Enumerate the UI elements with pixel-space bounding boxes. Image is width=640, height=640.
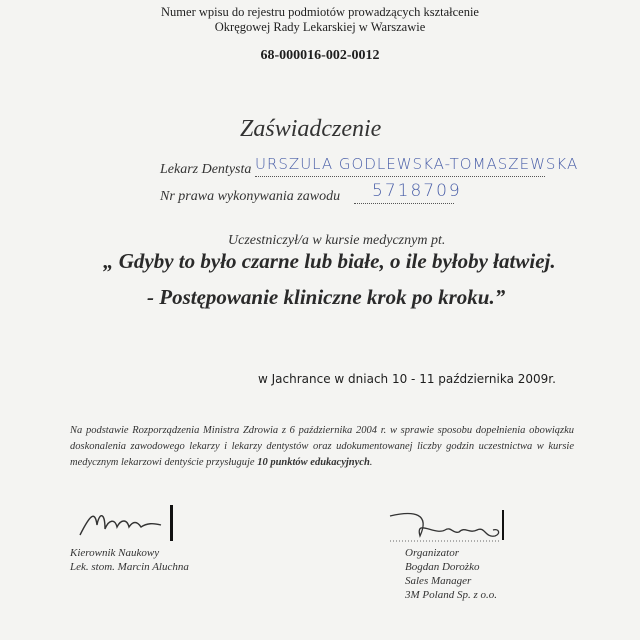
legal-end: .: [369, 457, 373, 468]
registry-number: 68-000016-002-0012: [260, 48, 380, 63]
course-title-line-2: - Postępowanie kliniczne krok po kroku.”: [147, 285, 506, 309]
participation-label: Uczestniczył/a w kursie medycznym pt.: [228, 233, 446, 248]
education-points: 10 punktów edukacyjnych: [257, 457, 370, 468]
license-label: Nr prawa wykonywania zawodu: [160, 189, 341, 204]
signature-bar-right: [502, 510, 504, 540]
registry-line-2: Okręgowej Rady Lekarskiej w Warszawie: [214, 20, 426, 34]
right-role: Organizator: [405, 547, 459, 559]
place-and-date: w Jachrance w dniach 10 - 11 października 2009r.: [258, 372, 556, 386]
license-number-line: [354, 203, 454, 204]
dentist-name: URSZULA GODLEWSKA-TOMASZEWSKA: [255, 155, 579, 173]
dentist-label: Lekarz Dentysta: [160, 162, 252, 177]
license-number: 5718709: [372, 181, 462, 201]
right-company: 3M Poland Sp. z o.o.: [405, 589, 497, 601]
right-title: Sales Manager: [405, 575, 472, 587]
certificate-title: Zaświadczenie: [240, 116, 382, 142]
right-signatory: [405, 546, 497, 602]
course-title-line-1: „ Gdyby to było czarne lub białe, o ile byłoby łatwiej.: [103, 249, 556, 273]
signature-aluchna: [75, 505, 165, 541]
left-name: Lek. stom. Marcin Aluchna: [70, 561, 189, 573]
dentist-name-line: [255, 176, 545, 177]
left-role: Kierownik Naukowy: [70, 547, 160, 559]
signature-dorozko: [385, 508, 505, 544]
legal-basis-paragraph: [70, 423, 574, 471]
left-signatory: [70, 546, 189, 574]
legal-text: Na podstawie Rozporządzenia Ministra Zdrowia z 6 października 2004 r. w sprawie sposobu dopełnienia obowiązku doskonalenia zawodowego lekarzy i lekarzy dentystów oraz udokumentowanej liczby godzin uczestnictwa w kursie medycznym lekarzowi dentyście przysługuje: [70, 425, 574, 468]
registry-line-1: Numer wpisu do rejestru podmiotów prowadzących kształcenie: [161, 5, 479, 19]
right-name: Bogdan Dorożko: [405, 561, 480, 573]
signature-bar-left: [170, 505, 173, 541]
